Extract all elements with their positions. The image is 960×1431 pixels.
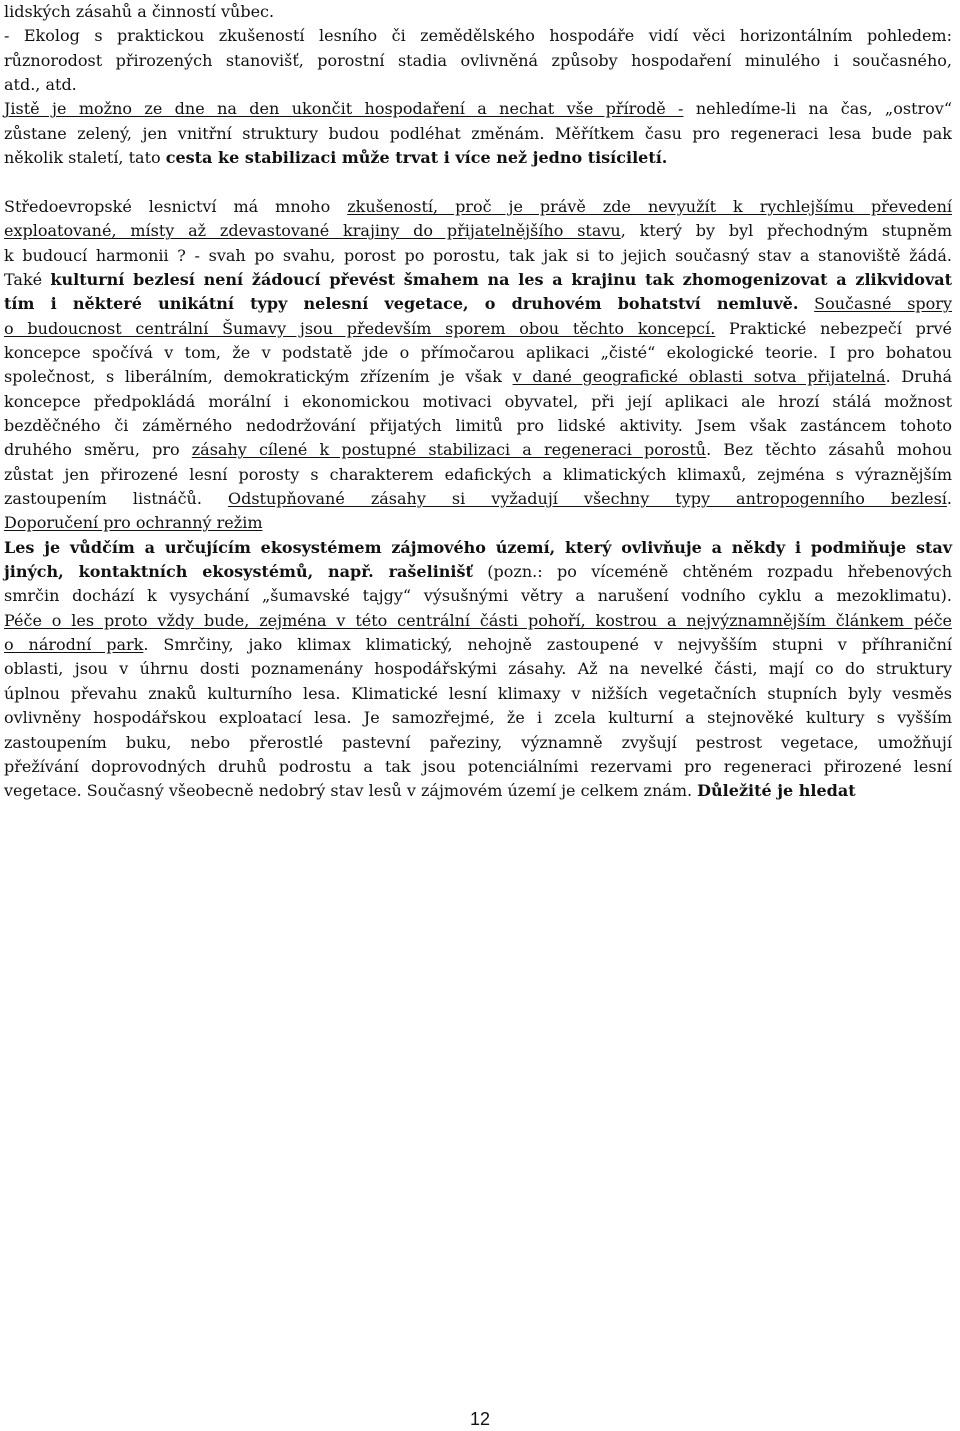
text-run: různorodost přirozených stanovišť, porostní stadia ovlivněná způsoby hospodaření minulého i současného, — [4, 50, 952, 70]
text-line — [4, 657, 952, 681]
text-line — [4, 463, 952, 487]
underlined-text: o budoucnost centrální Šumavy jsou především sporem obou těchto koncepcí. — [4, 318, 716, 338]
text-line — [4, 755, 952, 779]
text-run: ovlivněny hospodářskou exploatací lesa. Je samozřejmé, že i zcela kulturní a stejnověké kultury s vyšším — [4, 708, 952, 728]
text-line — [4, 390, 952, 414]
text-line — [4, 779, 952, 803]
text-line — [4, 560, 952, 584]
text-line — [4, 97, 952, 121]
underlined-text: Současné spory — [814, 294, 952, 314]
text-line — [4, 73, 952, 97]
text-line — [4, 317, 952, 341]
text-run: několik staletí, tato — [4, 148, 166, 168]
text-run: zastoupením listnáčů. — [4, 489, 228, 508]
bold-text: tím i některé unikátní typy nelesní vegetace, o druhovém bohatství nemluvě. — [4, 294, 799, 314]
text-run: . Druhá — [885, 367, 953, 387]
text-run: (pozn.: po víceméně chtěném rozpadu hřebenových — [472, 562, 953, 582]
bold-text: kulturní bezlesí není žádoucí převést šmahem na les a krajinu tak zhomogenizovat a zlikvidovat — [50, 269, 953, 289]
text-run: , který by byl přechodným stupněm — [620, 221, 952, 241]
text-run: nehledíme-li na čas, „ostrov“ — [683, 99, 952, 119]
text-run: Praktické nebezpečí prvé — [715, 318, 953, 338]
text-run: zůstane zelený, jen vnitřní struktury budou podléhat změnám. Měřítkem času pro regeneraci lesa bude pak — [4, 123, 952, 143]
text-run: atd., atd. — [4, 75, 77, 95]
text-run: koncepce spočívá v tom, že v podstatě jde o přímočarou aplikaci „čisté“ ekologické teorie. I pro bohatou — [4, 342, 952, 362]
text-line — [4, 195, 952, 219]
text-run: k budoucí harmonii ? - svah po svahu, porost po porostu, tak jak si to jejich současný stav a stanoviště žádá. — [4, 245, 952, 265]
text-line — [4, 146, 952, 170]
text-line — [4, 292, 952, 316]
bold-text: Důležité je hledat — [697, 781, 856, 801]
text-line — [4, 122, 952, 146]
bold-text: jiných, kontaktních ekosystémů, např. rašelinišť — [4, 562, 473, 582]
text-run — [798, 294, 814, 313]
text-run: - Ekolog s praktickou zkušeností lesního či zemědělského hospodáře vidí věci horizontálním pohledem: — [4, 26, 952, 46]
text-run: oblasti, jsou v úhrnu dosti poznamenány hospodářskými zásahy. Až na nevelké části, mají co do struktury — [4, 659, 952, 679]
text-run: lidských zásahů a činností vůbec. — [4, 2, 275, 21]
text-line — [4, 219, 952, 243]
underlined-text: zkušeností, proč je právě zde nevyužít k rychlejšímu převedení — [347, 196, 952, 216]
text-line — [4, 731, 952, 755]
underlined-text: Odstupňované zásahy si vyžadují všechny typy antropogenního bezlesí — [227, 489, 947, 508]
text-line — [4, 49, 952, 73]
text-line — [4, 511, 952, 535]
page-number: 12 — [469, 1409, 491, 1429]
text-run: Středoevropské lesnictví má mnoho — [4, 196, 348, 216]
text-line — [4, 244, 952, 268]
text-line — [4, 682, 952, 706]
underlined-text: Péče o les proto vždy bude, zejména v této centrální části pohoří, kostrou a nejvýznamnějším článkem péče — [4, 610, 952, 630]
text-run: zastoupením buku, nebo přerostlé pastevní pařeziny, významně zvyšují pestrost vegetace, umožňují — [4, 732, 952, 752]
text-line — [4, 536, 952, 560]
text-run: úplnou převahu znaků kulturního lesa. Klimatické lesní klimaxy v nižších vegetačních stupních byly vesměs — [4, 683, 952, 703]
text-run: . Bez těchto zásahů mohou — [706, 440, 952, 460]
underlined-text: exploatované, místy až zdevastované krajiny do přijatelnějšího stavu — [4, 221, 621, 241]
text-run: bezděčného či záměrného nedodržování přijatých limitů pro lidské aktivity. Jsem však zastáncem tohoto — [4, 415, 952, 435]
text-run: druhého směru, pro — [4, 440, 192, 460]
text-line — [4, 365, 952, 389]
underlined-text: v dané geografické oblasti sotva přijatelná — [512, 367, 886, 387]
text-line — [4, 487, 952, 511]
text-line — [4, 341, 952, 365]
text-line — [4, 0, 952, 24]
text-run: koncepce předpokládá morální i ekonomickou motivaci obyvatel, při její aplikaci ale hrozí stálá možnost — [4, 391, 952, 411]
text-line — [4, 414, 952, 438]
underlined-text: o národní park — [4, 635, 144, 655]
text-run: Také — [4, 269, 51, 289]
text-run: vegetace. Současný všeobecně nedobrý stav lesů v zájmovém území je celkem znám. — [4, 781, 698, 801]
text-line — [4, 438, 952, 462]
text-line — [4, 24, 952, 48]
bold-text: Les je vůdčím a určujícím ekosystémem zájmového území, který ovlivňuje a někdy i podmiňuje stav — [4, 537, 952, 557]
text-run: smrčin dochází k vysychání „šumavské tajgy“ výsušnými větry a narušení vodního cyklu a mezoklimatu). — [4, 586, 952, 606]
text-line — [4, 633, 952, 657]
underlined-text: Jistě je možno ze dne na den ukončit hospodaření a nechat vše přírodě - — [4, 99, 684, 119]
text-line — [4, 584, 952, 608]
bold-text: cesta ke stabilizaci může trvat i více než jedno tisíciletí. — [165, 148, 668, 168]
text-run: zůstat jen přirozené lesní porosty s charakterem edafických a klimatických klimaxů, zejména s výraznějším — [4, 464, 952, 484]
text-line — [4, 706, 952, 730]
text-run: . Smrčiny, jako klimax klimatický, nehojně zastoupené v nejvyšším stupni v příhraniční — [143, 635, 952, 655]
text-run: přežívání doprovodných druhů podrostu a tak jsou potenciálními rezervami pro regeneraci přirozené lesní — [4, 756, 952, 776]
text-run: . — [946, 489, 953, 508]
underlined-text: Doporučení pro ochranný režim — [4, 513, 263, 533]
text-line — [4, 609, 952, 633]
text-run: společnost, s liberálním, demokratickým zřízením je však — [4, 367, 513, 387]
text-line — [4, 268, 952, 292]
underlined-text: zásahy cílené k postupné stabilizaci a regeneraci porostů — [191, 440, 707, 460]
